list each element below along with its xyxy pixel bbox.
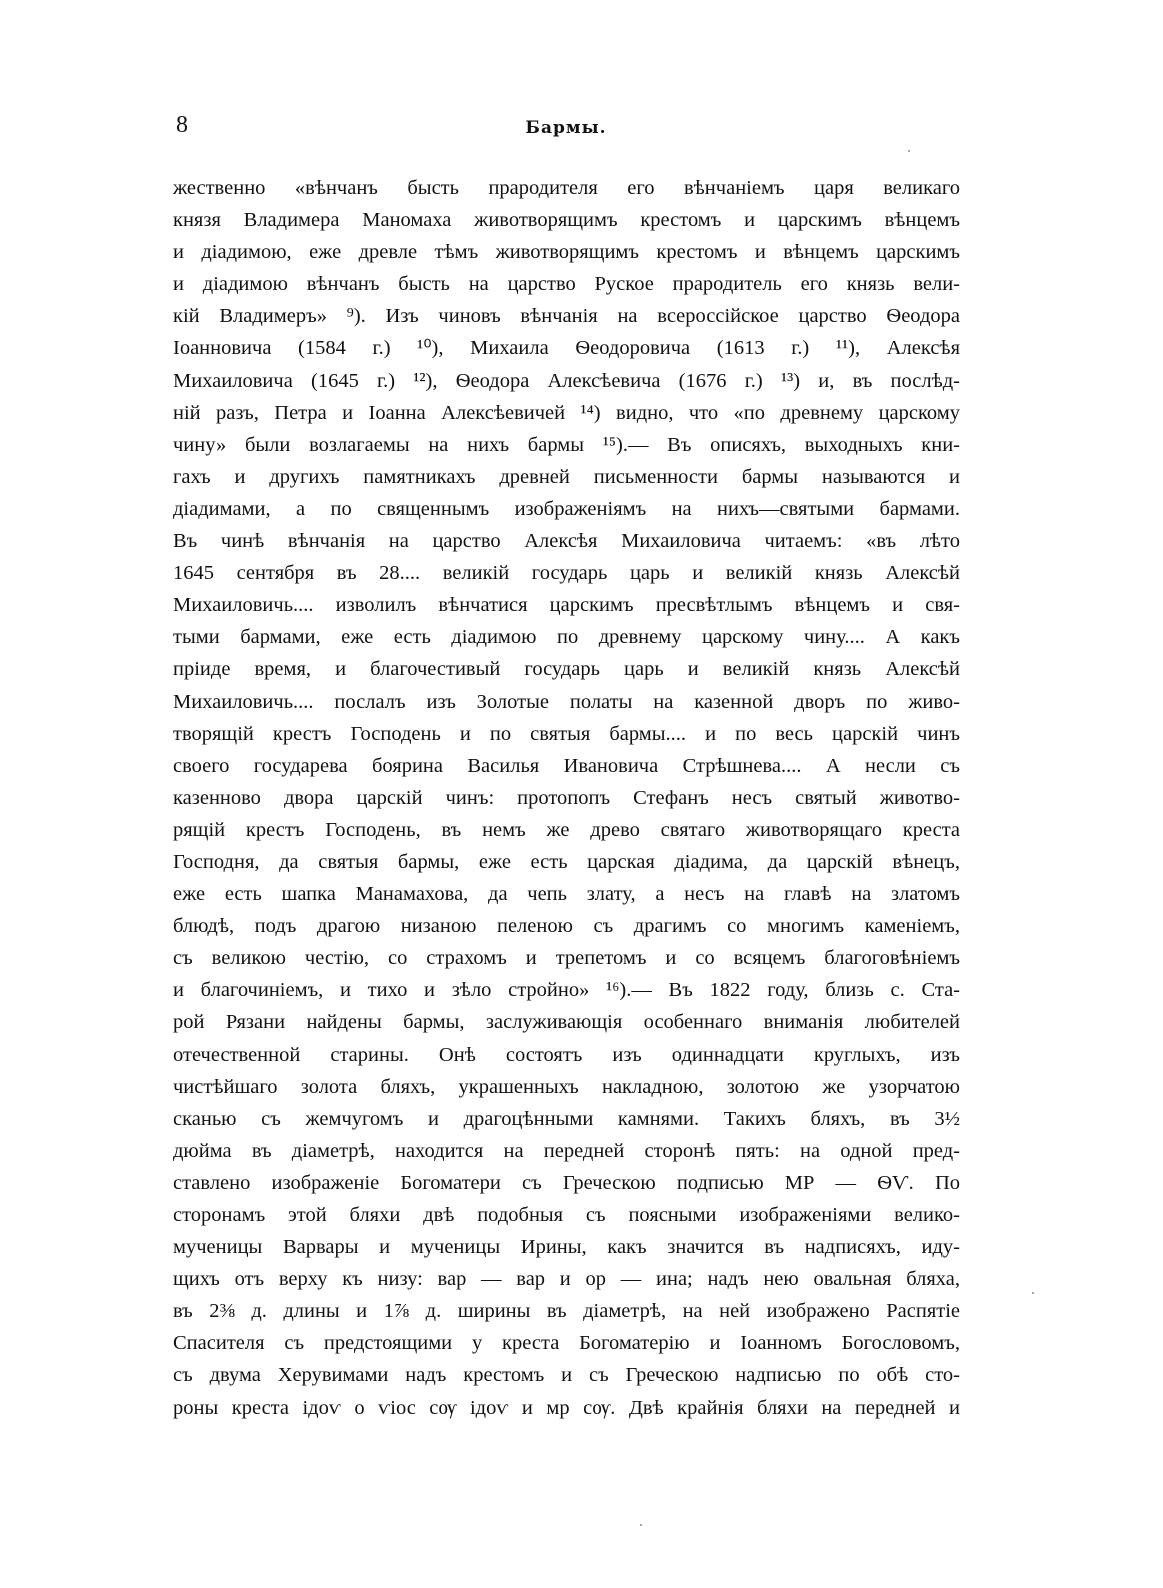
text-line: сканью съ жемчугомъ и драгоцѣнными камнями. Такихъ бляхъ, въ 3½ [173,1107,960,1130]
text-line: ставлено изображеніе Богоматери съ Греческою подписью МР — ѲѴ. По [173,1171,960,1194]
text-line: пріиде время, и благочестивый государь царь и великій князь Алексѣй [173,658,960,681]
text-line: сторонамъ этой бляхи двѣ подобныя съ поясными изображеніями велико- [173,1204,960,1226]
text-line: Господня, да святыя бармы, еже есть царская діадима, да царскій вѣнецъ, [173,850,960,873]
text-line: гахъ и другихъ памятникахъ древней письменности бармы называются и [173,465,960,488]
text-line: князя Владимера Маномаха животворящимъ крестомъ и царскимъ вѣнцемъ [173,209,960,232]
text-line: и діадимою вѣнчанъ бысть на царство Руское прародитель его князь вели- [173,273,960,296]
text-line: и благочиніемъ, и тихо и зѣло стройно» ¹⁶).— Въ 1822 году, близь с. Ста- [173,979,960,1002]
text-line: щихъ отъ верху къ низу: вар — вар и ор — ина; надъ нею овальная бляха, [173,1268,960,1291]
text-line: съ великою честію, со страхомъ и трепетомъ и со всяцемъ благоговѣніемъ [173,947,960,970]
text-line: тыми бармами, еже есть діадимою по древнему царскому чину.... А какъ [173,626,960,649]
text-line: діадимами, а по священнымъ изображеніямъ на нихъ—святыми бармами. [173,497,960,520]
text-line: жественно «вѣнчанъ бысть прародителя его вѣнчаніемъ царя великаго [173,177,960,199]
text-line: чину» были возлагаемы на нихъ бармы ¹⁵).— Въ описяхъ, выходныхъ кни- [173,433,960,456]
text-line: кій Владимеръ» ⁹). Изъ чиновъ вѣнчанія на всероссійское царство Ѳеодора [173,305,960,328]
text-line: мученицы Варвары и мученицы Ирины, какъ значится въ надписяхъ, иду- [173,1236,960,1259]
text-line: рой Рязани найдены бармы, заслуживающія особеннаго вниманія любителей [173,1011,960,1034]
paper-speck [1032,1292,1034,1294]
text-line: ній разъ, Петра и Іоанна Алексѣевичей ¹⁴) видно, что «по древнему царскому [173,401,960,424]
text-line: 1645 сентября въ 28.... великій государь царь и великій князь Алексѣй [173,562,960,585]
text-line: Михаиловичь.... послалъ изъ Золотые полаты на казенной дворъ по живо- [173,690,960,713]
text-line: блюдѣ, подъ драгою низаною пеленою съ драгимъ со многимъ каменіемъ, [173,915,960,938]
text-line: еже есть шапка Манамахова, да чепь злату, а несъ на главѣ на златомъ [173,883,960,906]
text-line: въ 2⅜ д. длины и 1⅞ д. ширины въ діаметрѣ, на ней изображено Распятіе [173,1300,960,1323]
text-line: отечественной старины. Онѣ состоятъ изъ одиннадцати круглыхъ, изъ [173,1043,960,1066]
text-line: Въ чинѣ вѣнчанія на царство Алексѣя Михаиловича читаемъ: «въ лѣто [173,530,960,553]
paper-speck [640,1524,642,1526]
text-line: съ двума Херувимами надъ крестомъ и съ Греческою надписью по обѣ сто- [173,1364,960,1387]
text-line: чистѣйшаго золота бляхъ, украшенныхъ накладною, золотою же узорчатою [173,1075,960,1098]
text-line: творящій крестъ Господень и по святыя бармы.... и по весь царскій чинъ [173,722,960,745]
text-line: Михаиловичь.... изволилъ вѣнчатися царскимъ пресвѣтлымъ вѣнцемъ и свя- [173,594,960,617]
text-line: Іоанновича (1584 г.) ¹⁰), Михаила Ѳеодоровича (1613 г.) ¹¹), Алексѣя [173,337,960,360]
text-line: казенново двора царскій чинъ: протопопъ Стефанъ несъ святый животво- [173,786,960,809]
body-text [173,172,960,1424]
page-header [176,112,956,148]
text-line: своего государева боярина Василья Ивановича Стрѣшнева.... А несли съ [173,754,960,777]
text-line: рящій крестъ Господень, въ немъ же древо святаго животворящаго креста [173,818,960,841]
text-line: Михаиловича (1645 г.) ¹²), Ѳеодора Алексѣевича (1676 г.) ¹³) и, въ послѣд- [173,369,960,392]
text-line: дюйма въ діаметрѣ, находится на передней сторонѣ пять: на одной пред- [173,1139,960,1162]
text-line: Спасителя съ предстоящими у креста Богоматерію и Іоанномъ Богословомъ, [173,1332,960,1355]
running-title: Бармы. [525,118,607,138]
paper-speck [908,150,910,152]
page-number: 8 [176,112,188,138]
text-line: роны креста ідоѵ о ѵіос сѹ ідоѵ и мр сѹ. Двѣ крайнія бляхи на передней и [173,1396,960,1419]
text-line: и діадимою, еже древле тѣмъ животворящимъ крестомъ и вѣнцемъ царскимъ [173,241,960,264]
